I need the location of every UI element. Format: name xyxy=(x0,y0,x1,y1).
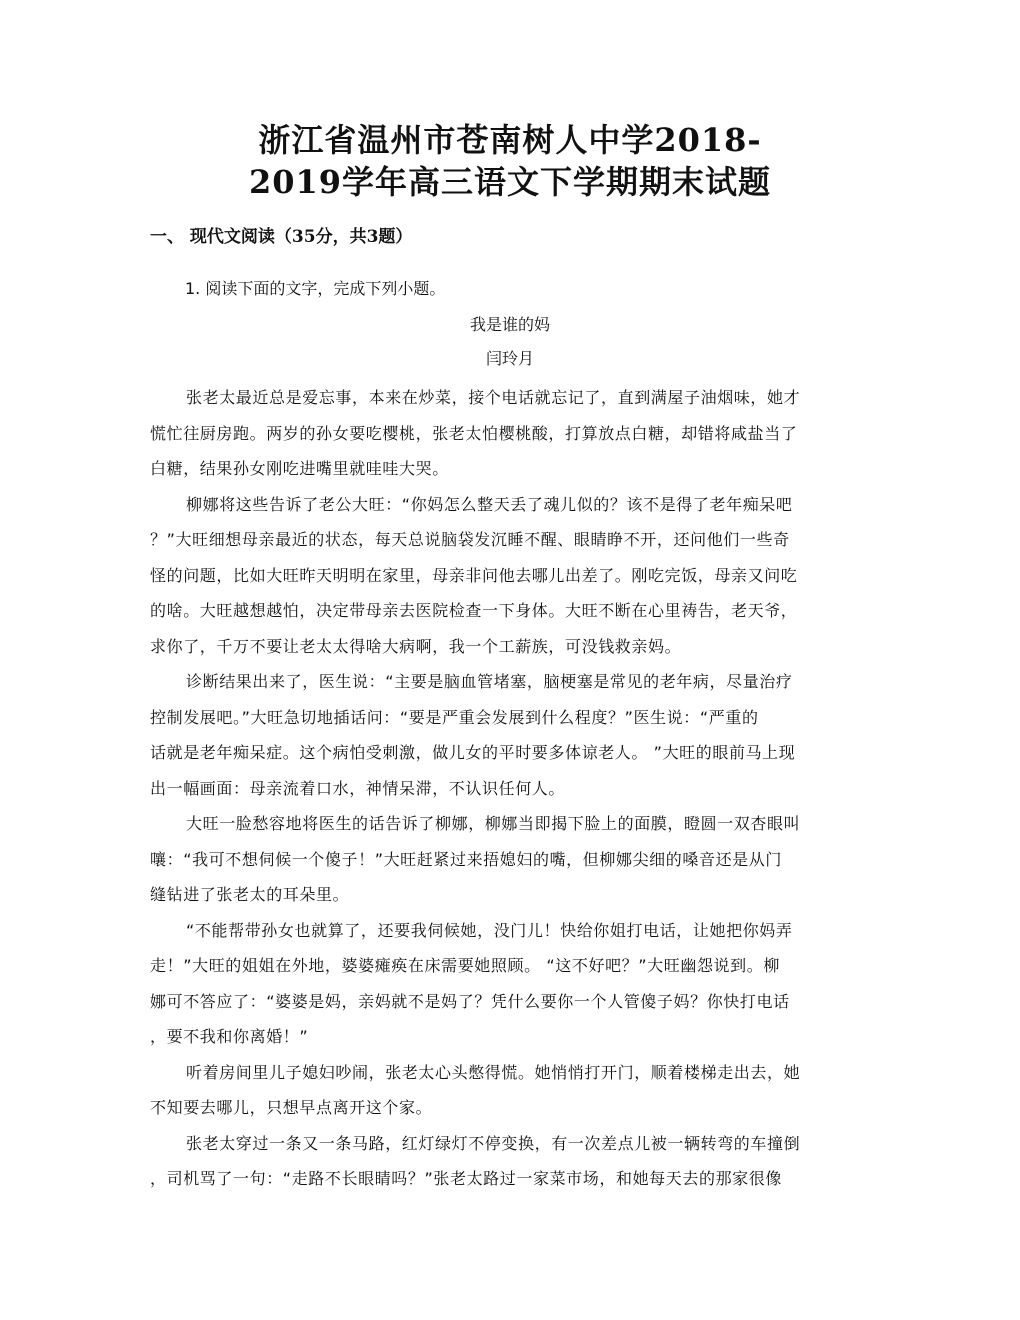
body-line: 走！”大旺的姐姐在外地，婆婆瘫痪在床需要她照顾。 “这不好吧？”大旺幽怨说到。柳 xyxy=(150,956,780,975)
body-line: 听着房间里儿子媳妇吵闹，张老太心头憋得慌。她悄悄打开门，顺着楼梯走出去，她 xyxy=(186,1062,801,1082)
body-line: 娜可不答应了：“婆婆是妈，亲妈就不是妈了？凭什么要你一个人管傻子妈？你快打电话 xyxy=(150,991,790,1011)
body-line: ？”大旺细想母亲最近的状态，每天总说脑袋发沉睡不醒、眼睛睁不开，还问他们一些奇 xyxy=(150,530,790,549)
body-line: 不知要去哪儿，只想早点离开这个家。 xyxy=(150,1098,433,1117)
body-line: 的啥。大旺越想越怕，决定带母亲去医院检查一下身体。大旺不断在心里祷告，老天爷， xyxy=(150,601,798,620)
body-line: 怪的问题，比如大旺昨天明明在家里，母亲非问他去哪儿出差了。刚吃完饭，母亲又问吃 xyxy=(150,565,798,585)
story-author: 闫玲月 xyxy=(485,349,534,368)
story-title: 我是谁的妈 xyxy=(469,315,550,334)
section-heading: 一、 现代文阅读（35分，共3题） xyxy=(150,227,413,247)
body-line: 嚷：“我可不想伺候一个傻子！”大旺赶紧过来捂媳妇的嘴，但柳娜尖细的嗓音还是从门 xyxy=(150,849,782,869)
body-line: 柳娜将这些告诉了老公大旺：“你妈怎么整天丢了魂儿似的？该不是得了老年痴呆吧 xyxy=(186,494,793,514)
body-line: 慌忙往厨房跑。两岁的孙女要吃樱桃，张老太怕樱桃酸，打算放点白糖，却错将咸盐当了 xyxy=(150,423,798,443)
body-line: 大旺一脸愁容地将医生的话告诉了柳娜，柳娜当即揭下脸上的面膜，瞪圆一双杏眼叫 xyxy=(186,814,801,833)
body-line: 诊断结果出来了，医生说：“主要是脑血管堵塞，脑梗塞是常见的老年病，尽量治疗 xyxy=(186,672,793,691)
body-line: 张老太穿过一条又一条马路，红灯绿灯不停变换，有一次差点儿被一辆转弯的车撞倒 xyxy=(186,1133,801,1153)
document-title-line-1: 浙江省温州市苍南树人中学2018- xyxy=(258,121,762,159)
body-line: “不能帮带孙女也就算了，还要我伺候她，没门儿！快给你姐打电话，让她把你妈弄 xyxy=(186,920,793,940)
body-line: 求你了，千万不要让老太太得啥大病啊，我一个工薪族，可没钱救亲妈。 xyxy=(150,636,682,656)
body-line: ，司机骂了一句：“走路不长眼睛吗？”张老太路过一家菜市场，和她每天去的那家很像 xyxy=(150,1169,782,1188)
body-line: 话就是老年痴呆症。这个病怕受刺激，做儿女的平时要多体谅老人。 ”大旺的眼前马上现 xyxy=(150,743,796,762)
question-prompt: 1. 阅读下面的文字，完成下列小题。 xyxy=(185,279,446,298)
body-line: 出一幅画面：母亲流着口水，神情呆滞，不认识任何人。 xyxy=(150,778,566,798)
body-line: 白糖，结果孙女刚吃进嘴里就哇哇大哭。 xyxy=(150,459,449,478)
body-line: 张老太最近总是爱忘事，本来在炒菜，接个电话就忘记了，直到满屋子油烟味，她才 xyxy=(186,388,801,407)
body-line: ，要不我和你离婚！” xyxy=(150,1027,309,1046)
document-title-line-2: 2019学年高三语文下学期期末试题 xyxy=(248,163,772,201)
body-line: 缝钻进了张老太的耳朵里。 xyxy=(150,885,350,904)
story-body xyxy=(150,380,862,1197)
body-line: 控制发展吧。”大旺急切地插话问：“要是严重会发展到什么程度？”医生说：“严重的 xyxy=(150,707,759,727)
